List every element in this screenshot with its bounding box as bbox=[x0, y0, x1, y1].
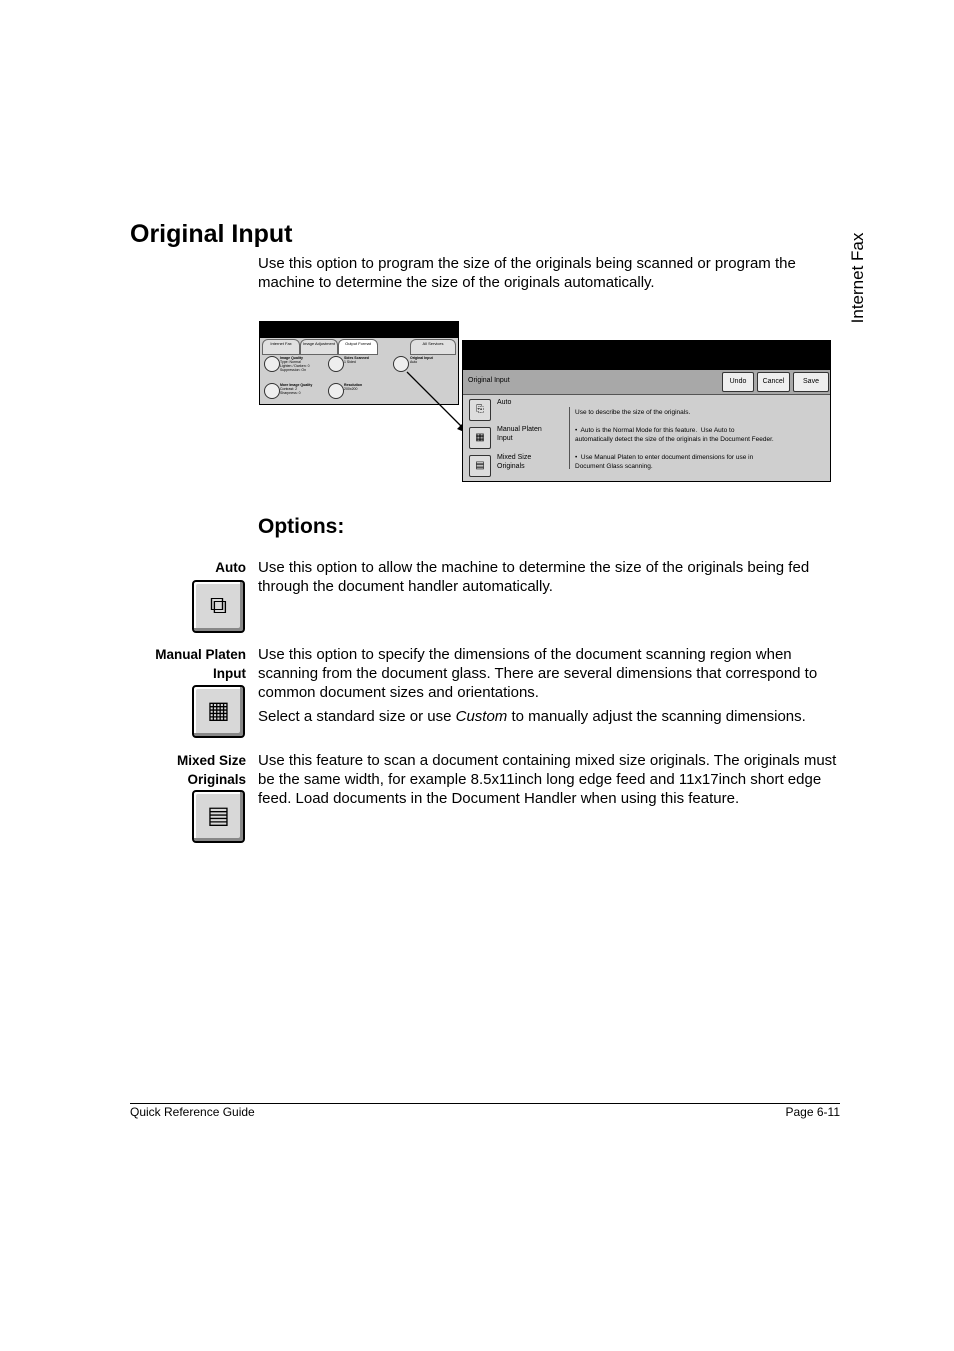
mixed-size-icon: ▤ bbox=[192, 790, 245, 843]
screen-title: Original Input bbox=[468, 377, 510, 384]
mini-image-quality: Image Quality Type: Normal Lighten / Darken: 0 Suppression: On bbox=[280, 356, 310, 372]
option-label-auto: Auto bbox=[215, 560, 246, 575]
tab-all-services: All Services bbox=[410, 339, 456, 355]
option-divider bbox=[569, 407, 570, 469]
screen-titlebar bbox=[463, 370, 830, 395]
option-desc-manual-platen: Use this option to specify the dimensions of the document scanning region when scanning from the document glass. There are several dimensions that correspond to common document sizes and orientations. bbox=[258, 646, 818, 701]
auto-option-button[interactable]: ⎘ bbox=[469, 399, 491, 421]
section-side-tab: Internet Fax bbox=[848, 232, 867, 324]
option-desc-manual-platen-2: Select a standard size or use Custom to manually adjust the scanning dimensions. bbox=[258, 708, 806, 725]
option-desc-mixed-size: Use this feature to scan a document containing mixed size originals. The originals must be the same width, for example 8.5x11inch long edge feed and 11x17inch short edge feed. Load documents in the Document Handler when using this feature. bbox=[258, 752, 837, 807]
footer-guide-title: Quick Reference Guide bbox=[130, 1105, 255, 1119]
manual-platen-option-label: Manual Platen Input bbox=[497, 426, 542, 442]
mini-more-image-quality: More Image Quality Contrast: 2 Sharpness: 0 bbox=[280, 383, 313, 395]
mini-sides-scanned: Sides Scanned 1 Sided bbox=[344, 356, 369, 364]
image-quality-icon bbox=[264, 356, 280, 372]
mini-resolution: Resolution 200x200 bbox=[344, 383, 363, 391]
screen-topbar bbox=[463, 341, 830, 370]
screen-topbar bbox=[260, 322, 458, 338]
option-desc-auto: Use this option to allow the machine to determine the size of the originals being fed through the document handler automatically. bbox=[258, 559, 810, 595]
more-image-quality-icon bbox=[264, 383, 280, 399]
undo-button[interactable]: Undo bbox=[722, 372, 754, 392]
sides-scanned-icon bbox=[328, 356, 344, 372]
original-input-screen bbox=[462, 340, 831, 482]
manual-platen-icon: ▦ bbox=[192, 685, 245, 738]
save-button[interactable]: Save bbox=[793, 372, 829, 392]
feature-description: Use to describe the size of the originals. • Auto is the Normal Mode for this feature. Use Auto to automatically detect the size of the originals in the Document Feeder. • Use Manual Platen to enter document dimensions for use in Document Glass scanning. bbox=[575, 409, 774, 470]
cancel-button[interactable]: Cancel bbox=[757, 372, 790, 392]
tab-output-format: Output Format bbox=[338, 339, 378, 355]
mixed-size-option-label: Mixed Size Originals bbox=[497, 454, 532, 470]
tab-image-adjustment: Image Adjustment bbox=[300, 339, 338, 355]
option-label-manual-platen: Manual Platen Input bbox=[155, 647, 246, 681]
mini-original-input: Original Input Auto bbox=[410, 356, 433, 364]
option-label-mixed-size: Mixed Size Originals bbox=[176, 753, 246, 787]
resolution-icon bbox=[328, 383, 344, 399]
tab-internet-fax: Internet Fax bbox=[262, 339, 300, 355]
mixed-size-option-button[interactable]: ▤ bbox=[469, 455, 491, 477]
page-title: Original Input bbox=[130, 220, 293, 248]
auto-option-label: Auto bbox=[497, 399, 512, 406]
footer-page-number: Page 6-11 bbox=[785, 1105, 840, 1119]
intro-paragraph: Use this option to program the size of the originals being scanned or program the machine to determine the size of the originals automatically. bbox=[258, 255, 796, 291]
options-heading: Options: bbox=[258, 515, 345, 538]
auto-icon: ⧉ bbox=[192, 580, 245, 633]
footer-rule bbox=[130, 1103, 840, 1104]
manual-platen-option-button[interactable]: ▦ bbox=[469, 427, 491, 449]
